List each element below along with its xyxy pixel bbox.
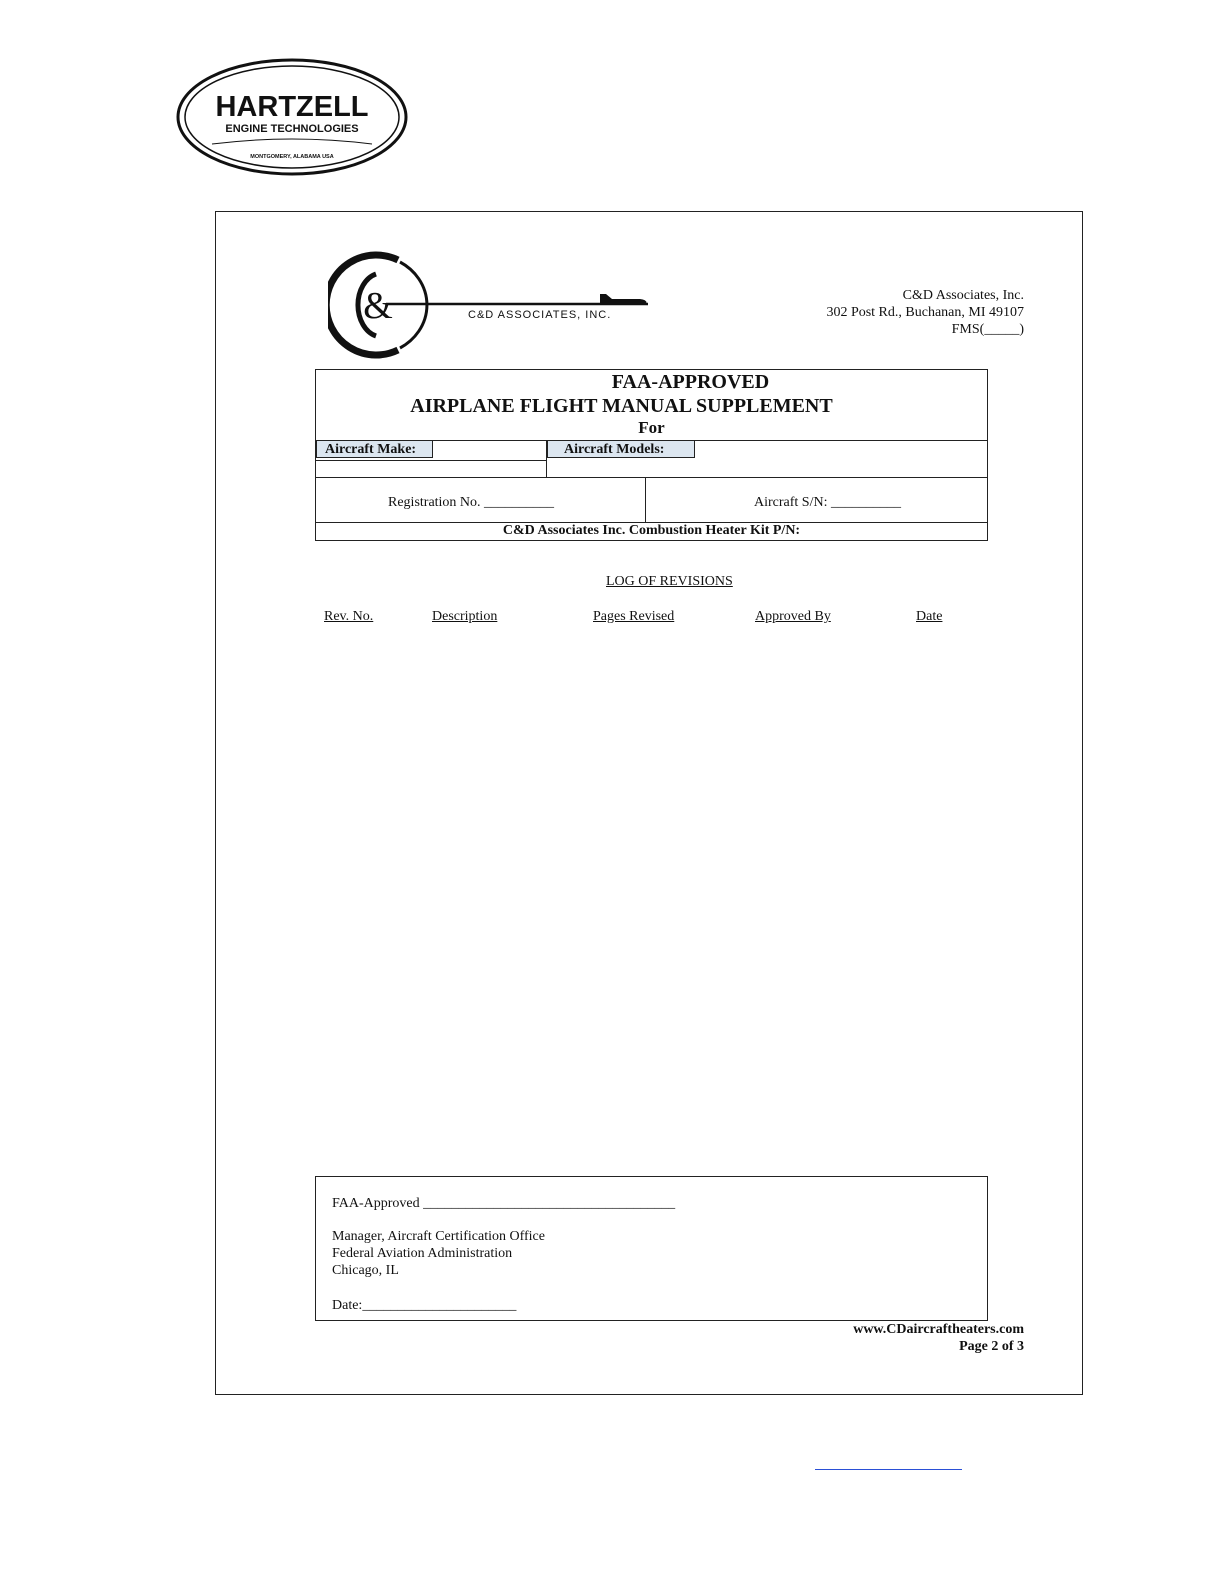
page-number: Page 2 of 3 [959,1339,1024,1354]
approval-agency: Federal Aviation Administration [332,1246,513,1261]
website-text: www.CDaircraftheaters.com [853,1322,1024,1337]
approval-date: Date:______________________ [332,1298,517,1313]
afms-title-box [315,369,988,541]
company-address [826,287,1024,338]
svg-text:ENGINE TECHNOLOGIES: ENGINE TECHNOLOGIES [225,123,359,135]
company-name: C&D Associates, Inc. [902,288,1024,303]
faa-approved-line: FAA-Approved ____________________________________ [332,1196,676,1211]
svg-text:MONTGOMERY, ALABAMA USA: MONTGOMERY, ALABAMA USA [250,154,334,160]
col-date: Date [916,609,943,624]
title-afms: AIRPLANE FLIGHT MANUAL SUPPLEMENT [410,395,833,417]
fms-field: FMS(_____) [951,322,1024,337]
serial-field: Aircraft S/N: __________ [754,495,901,510]
col-description: Description [432,609,498,624]
registration-field: Registration No. __________ [388,495,555,510]
col-rev-no: Rev. No. [324,609,374,624]
title-faa-approved: FAA-APPROVED [611,371,770,393]
cd-associates-logo [328,250,652,360]
svg-text:HARTZELL: HARTZELL [215,91,369,123]
company-street: 302 Post Rd., Buchanan, MI 49107 [826,305,1024,320]
approval-city: Chicago, IL [332,1263,399,1278]
faa-approval-box [315,1176,988,1321]
hartzell-logo [176,58,408,176]
title-for: For [638,418,665,437]
col-pages-revised: Pages Revised [593,609,675,624]
svg-text:C&D ASSOCIATES, INC.: C&D ASSOCIATES, INC. [468,309,612,321]
revisions-heading: LOG OF REVISIONS [606,574,733,589]
aircraft-make-label: Aircraft Make: [316,440,433,458]
aircraft-models-label: Aircraft Models: [547,440,695,458]
svg-text:&: & [363,285,393,327]
kit-pn-field: C&D Associates Inc. Combustion Heater Kit P/N: [502,523,801,538]
col-approved-by: Approved By [755,609,831,624]
approval-title: Manager, Aircraft Certification Office [332,1229,545,1244]
empty-link-underline[interactable] [815,1469,962,1470]
